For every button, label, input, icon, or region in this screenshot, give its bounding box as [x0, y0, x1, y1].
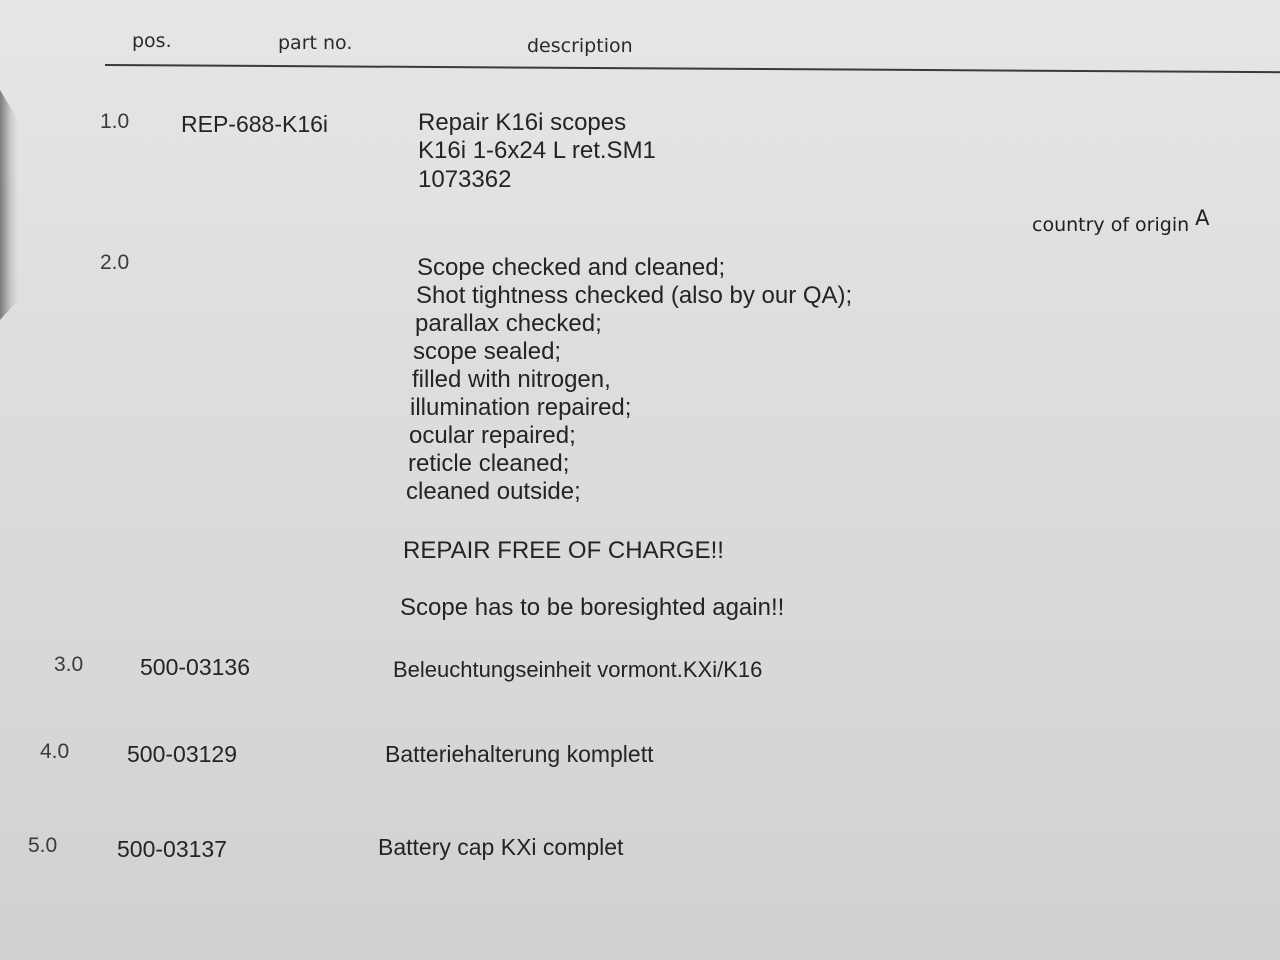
item-4-pos: 4.0: [40, 740, 70, 763]
header-pos: pos.: [132, 30, 172, 52]
item-3-part-no: 500-03136: [140, 654, 250, 680]
item-1-pos: 1.0: [100, 110, 130, 133]
item-2-desc-line-9: cleaned outside;: [406, 478, 581, 505]
header-part-no: part no.: [278, 32, 353, 54]
item-5-part-no: 500-03137: [117, 836, 227, 862]
item-2-note-boresight: Scope has to be boresighted again!!: [400, 594, 785, 621]
item-4-part-no: 500-03129: [127, 741, 237, 767]
country-of-origin-value: A: [1195, 206, 1210, 230]
item-2-desc-line-7: ocular repaired;: [409, 422, 576, 449]
item-4-description: Batteriehalterung komplett: [385, 741, 654, 767]
item-2-desc-line-4: scope sealed;: [413, 338, 562, 365]
item-2-desc-line-6: illumination repaired;: [410, 394, 632, 421]
item-1-desc-line-1: Repair K16i scopes: [418, 109, 627, 136]
item-1-part-no: REP-688-K16i: [181, 111, 329, 137]
item-1-desc-line-3: 1073362: [418, 166, 512, 193]
item-2-desc-line-2: Shot tightness checked (also by our QA);: [416, 282, 853, 309]
country-of-origin-label: country of origin: [1032, 214, 1190, 236]
page-edge-shadow: [0, 0, 18, 960]
item-3-description: Beleuchtungseinheit vormont.KXi/K16: [393, 657, 763, 682]
item-2-note-free-of-charge: REPAIR FREE OF CHARGE!!: [403, 537, 724, 564]
country-of-origin: [1032, 206, 1210, 236]
item-2-desc-line-8: reticle cleaned;: [408, 450, 570, 477]
item-5-description: Battery cap KXi complet: [378, 834, 624, 860]
item-2-desc-line-5: filled with nitrogen,: [412, 366, 611, 393]
header-divider: [105, 64, 1280, 73]
header-description: description: [527, 35, 633, 57]
item-2-desc-line-3: parallax checked;: [415, 310, 602, 337]
item-2-pos: 2.0: [100, 251, 130, 274]
item-2-desc-line-1: Scope checked and cleaned;: [417, 254, 726, 281]
item-5-pos: 5.0: [28, 834, 58, 857]
item-1-desc-line-2: K16i 1-6x24 L ret.SM1: [418, 137, 656, 164]
item-3-pos: 3.0: [54, 653, 84, 676]
